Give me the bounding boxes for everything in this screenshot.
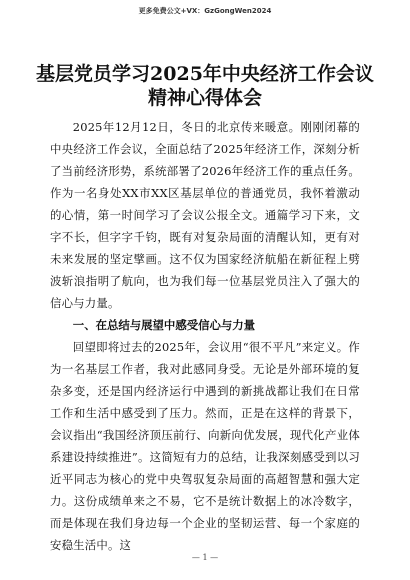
title-line-2: 精神心得体会 bbox=[147, 87, 262, 109]
page-header: 更多免费公文+VX：GzGongWen2024 bbox=[138, 7, 272, 15]
document-body bbox=[50, 116, 360, 556]
page-number: — 1 — bbox=[191, 553, 219, 562]
paragraph-review: 回望即将过去的2025年，会议用“很不平凡”来定义。作为一名基层工作者，我对此感同身受。无论是外部环境的复杂多变，还是国内经济运行中遇到的新挑战都让我们在日常工作和生活中感受到了压力。然而，正是在这样的背景下，会议指出“我国经济顶压前行、向新向优发展，现代化产业体系建设持续推进”。这简短有力的总结，让我深刻感受到以习近平同志为核心的党中央驾驭复杂局面的高超智慧和强大定力。这份成绩单来之不易，它不是统计数据上的冰冷数字，而是体现在我们身边每一个企业的坚韧运营、每一个家庭的安稳生活中。这 bbox=[50, 340, 360, 552]
document-title bbox=[20, 62, 390, 110]
section-heading-1: 一、在总结与展望中感受信心与力量 bbox=[72, 318, 256, 332]
paragraph-intro: 2025年12月12日，冬日的北京传来暖意。刚刚闭幕的中央经济工作会议，全面总结了2025年经济工作，深刻分析了当前经济形势，系统部署了2026年经济工作的重点任务。作为一名身处XX市XX区基层单位的普通党员，我怀着激动的心情，第一时间学习了会议公报全文。通篇学习下来，文字不长，但字字千钧，既有对复杂局面的清醒认知，更有对未来发展的坚定擘画。这不仅为国家经济航船在新征程上劈波斩浪指明了航向，也为我们每一位基层党员注入了强大的信心与力量。 bbox=[50, 120, 360, 310]
title-line-1: 基层党员学习2025年中央经济工作会议 bbox=[36, 63, 374, 85]
